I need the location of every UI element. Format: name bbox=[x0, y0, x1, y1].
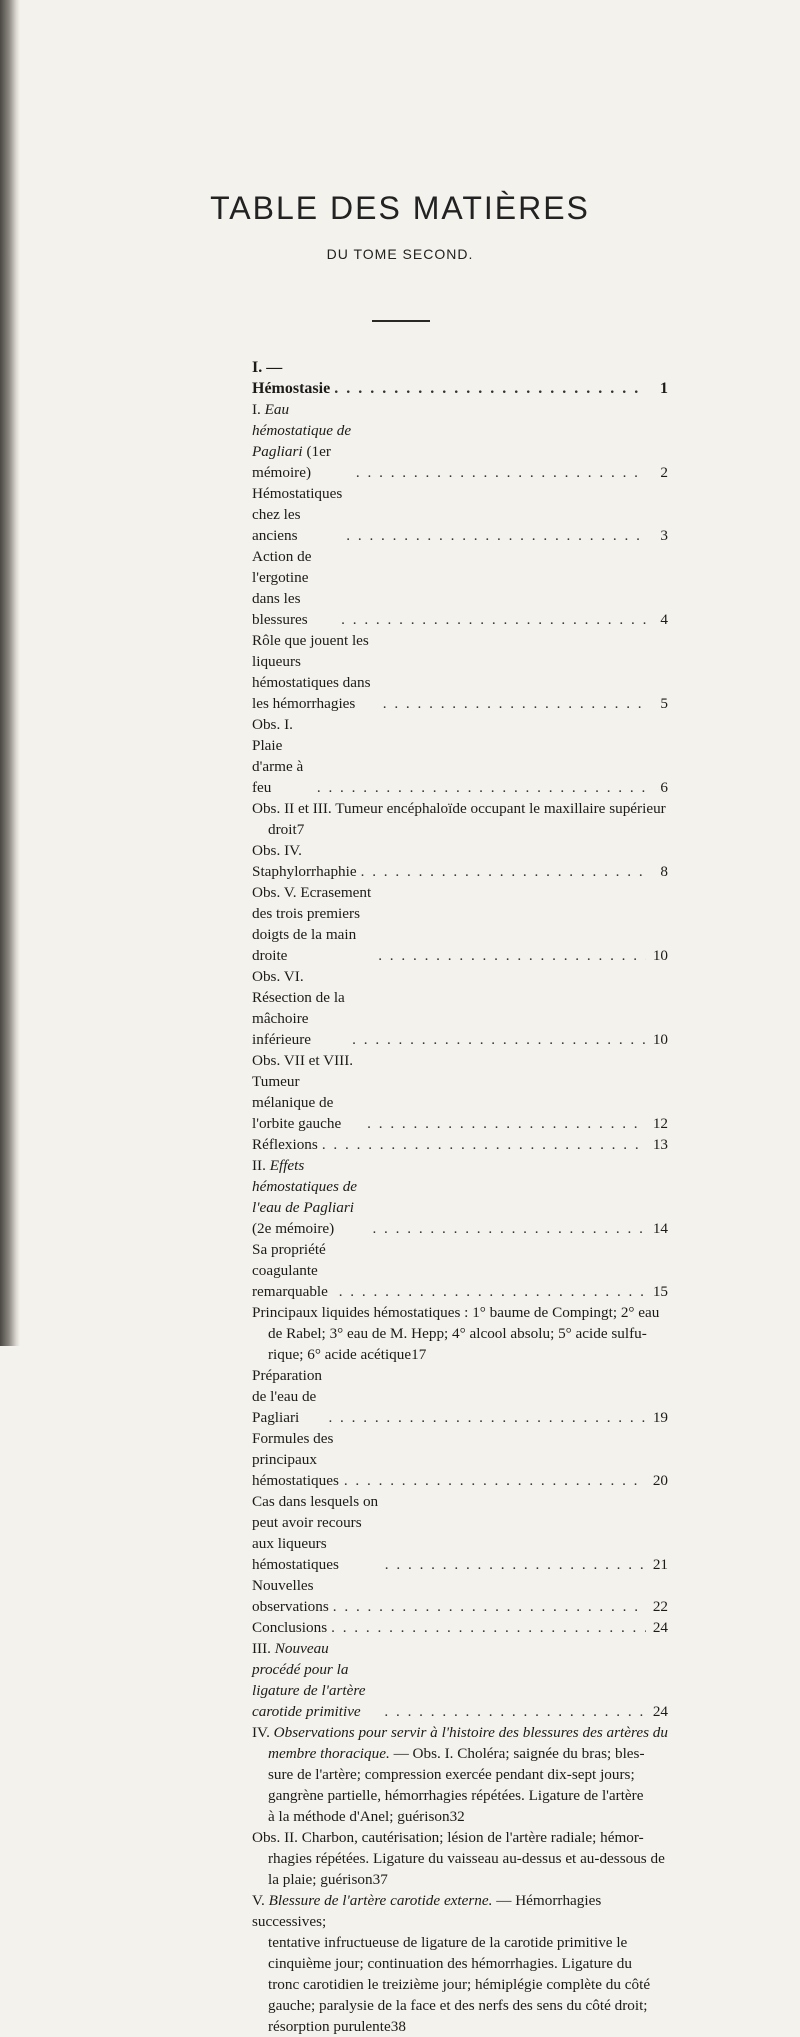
toc-entry[interactable] bbox=[252, 798, 668, 840]
dot-leader bbox=[333, 1596, 646, 1617]
toc-entry-text-continued: de Rabel; 3° eau de M. Hepp; 4° alcool absolu; 5° acide sulfu- bbox=[268, 1325, 647, 1342]
toc-entry-note: (2e mémoire) bbox=[252, 1220, 335, 1237]
toc-entry[interactable] bbox=[252, 1827, 668, 1890]
toc-page-number: 13 bbox=[652, 1136, 668, 1153]
toc-page-number: 20 bbox=[652, 1472, 668, 1489]
dot-leader bbox=[344, 1470, 646, 1491]
dot-leader bbox=[346, 525, 646, 546]
toc-entry-text: Obs. II. Charbon, cautérisation; lésion de l'artère radiale; hémor- bbox=[252, 1829, 644, 1846]
toc-entry[interactable] bbox=[252, 1365, 668, 1428]
toc-entry-title: Observations pour servir à l'histoire des blessures des artères du bbox=[273, 1724, 668, 1741]
toc-entry-number: III. bbox=[252, 1640, 271, 1657]
toc-entry-text: Obs. V. Ecrasement des trois premiers doigts de la main droite bbox=[252, 884, 372, 964]
toc-entry-text: — Hémorrhagies successives; bbox=[252, 1892, 602, 1930]
toc-entry-title: Eau hémostatique de Pagliari bbox=[252, 401, 352, 460]
dot-leader bbox=[341, 609, 646, 630]
toc-entry-text: Sa propriété coagulante remarquable bbox=[252, 1241, 328, 1300]
toc-page-number: 24 bbox=[652, 1703, 668, 1720]
toc-page-number: 4 bbox=[660, 611, 668, 628]
dot-leader bbox=[361, 861, 646, 882]
dot-leader bbox=[331, 1617, 646, 1638]
toc-entry-text-continued: tentative infructueuse de ligature de la carotide primitive le bbox=[268, 1934, 628, 1951]
toc-page-number: 19 bbox=[652, 1409, 668, 1426]
page-subtitle: DU TOME SECOND. bbox=[326, 246, 474, 262]
toc-page-number: 6 bbox=[660, 779, 668, 796]
title-divider bbox=[372, 320, 430, 322]
toc-entry-title: Nouveau procédé pour la ligature de l'artère carotide primitive bbox=[252, 1640, 366, 1720]
toc-page-number: 38 bbox=[390, 2018, 406, 2035]
toc-page-number: 10 bbox=[652, 947, 668, 964]
page-title: TABLE DES MATIÈRES bbox=[210, 190, 590, 226]
toc-entry-text: Obs. I. Plaie d'arme à feu bbox=[252, 716, 304, 796]
toc-entry-text-continued: à la méthode d'Anel; guérison bbox=[268, 1808, 450, 1825]
toc-page-number: 32 bbox=[449, 1808, 465, 1825]
dot-leader bbox=[356, 462, 646, 483]
toc-page-number: 3 bbox=[660, 527, 668, 544]
toc-entry-text: Réflexions bbox=[252, 1136, 318, 1153]
toc-page-number: 1 bbox=[660, 380, 668, 397]
toc-entry[interactable] bbox=[252, 1050, 668, 1134]
dot-leader bbox=[352, 1029, 646, 1050]
toc-entry-text: Nouvelles observations bbox=[252, 1577, 329, 1615]
dot-leader bbox=[383, 693, 646, 714]
toc-entry[interactable] bbox=[252, 1722, 668, 1827]
toc-page-number: 24 bbox=[652, 1619, 668, 1636]
toc-page-number: 21 bbox=[652, 1556, 668, 1573]
dot-leader bbox=[322, 1134, 646, 1155]
toc-entry[interactable] bbox=[252, 1638, 668, 1722]
toc-entry[interactable] bbox=[252, 546, 668, 630]
toc-entry-number: V. bbox=[252, 1892, 265, 1909]
dot-leader bbox=[385, 1554, 646, 1575]
toc-entry-text-continued: rique; 6° acide acétique bbox=[268, 1346, 412, 1363]
toc-entry[interactable] bbox=[252, 630, 668, 714]
dot-leader bbox=[334, 378, 646, 399]
toc-entry[interactable] bbox=[252, 1239, 668, 1302]
toc-entry-number: I. bbox=[252, 401, 261, 418]
toc-entry-text: I. — Hémostasie bbox=[252, 359, 331, 397]
toc-entry-number: II. bbox=[252, 1157, 266, 1174]
toc-entry-text-continued: droit bbox=[268, 821, 297, 838]
dot-leader bbox=[339, 1281, 646, 1302]
toc-entry-text: Obs. VI. Résection de la mâchoire inférieure bbox=[252, 968, 345, 1048]
toc-page-number: 10 bbox=[652, 1031, 668, 1048]
toc-entry-text-continued: rhagies répétées. Ligature du vaisseau au-dessus et au-dessous de bbox=[268, 1850, 665, 1867]
toc-page-number: 15 bbox=[652, 1283, 668, 1300]
toc-entry[interactable] bbox=[252, 1491, 668, 1575]
toc-entry-title: Blessure de l'artère carotide externe. bbox=[268, 1892, 493, 1909]
toc-entry-text: Cas dans lesquels on peut avoir recours aux liqueurs hémostatiques bbox=[252, 1493, 379, 1573]
toc-entry-text: Conclusions bbox=[252, 1619, 328, 1636]
toc-part-heading[interactable] bbox=[252, 357, 668, 399]
dot-leader bbox=[317, 777, 646, 798]
toc-entry-text-continued: sure de l'artère; compression exercée pendant dix-sept jours; bbox=[268, 1766, 635, 1783]
table-of-contents bbox=[252, 357, 668, 2037]
toc-entry-text: Obs. IV. Staphylorrhaphie bbox=[252, 842, 357, 880]
toc-entry-text: Préparation de l'eau de Pagliari bbox=[252, 1367, 323, 1426]
toc-entry-text: Formules des principaux hémostatiques bbox=[252, 1430, 339, 1489]
dot-leader bbox=[328, 1407, 646, 1428]
toc-entry-text-continued: tronc carotidien le treizième jour; hémiplégie complète du côté bbox=[268, 1976, 651, 1993]
toc-entry-text-continued: gauche; paralysie de la face et des nerfs des sens du côté droit; bbox=[268, 1997, 648, 2014]
toc-entry-text: Rôle que jouent les liqueurs hémostatiques dans les hémorrhagies bbox=[252, 632, 371, 712]
dot-leader bbox=[367, 1113, 646, 1134]
dot-leader bbox=[384, 1701, 646, 1722]
toc-page-number: 8 bbox=[660, 863, 668, 880]
toc-entry-text: Obs. VII et VIII. Tumeur mélanique de l'orbite gauche bbox=[252, 1052, 354, 1132]
dot-leader bbox=[378, 945, 646, 966]
toc-entry[interactable] bbox=[252, 1890, 668, 2037]
toc-entry-note: (1er mémoire) bbox=[252, 443, 331, 481]
toc-page-number: 12 bbox=[652, 1115, 668, 1132]
toc-entry-text: — Obs. I. Choléra; saignée du bras; bles- bbox=[393, 1745, 645, 1762]
toc-entry[interactable] bbox=[252, 840, 668, 882]
toc-entry[interactable] bbox=[252, 966, 668, 1050]
toc-page-number: 17 bbox=[411, 1346, 427, 1363]
toc-entry-title: Effets hémostatiques de l'eau de Pagliari bbox=[252, 1157, 358, 1216]
toc-entry[interactable] bbox=[252, 1575, 668, 1617]
toc-entry-text-continued: gangrène partielle, hémorrhagies répétées. Ligature de l'artère bbox=[268, 1787, 644, 1804]
toc-entry[interactable] bbox=[252, 483, 668, 546]
toc-entry[interactable] bbox=[252, 1155, 668, 1239]
toc-entry[interactable] bbox=[252, 882, 668, 966]
toc-page-number: 37 bbox=[372, 1871, 388, 1888]
toc-page-number: 14 bbox=[652, 1220, 668, 1237]
toc-entry-title-continued: membre thoracique. bbox=[268, 1745, 390, 1762]
toc-page-number: 22 bbox=[652, 1598, 668, 1615]
toc-page-number: 2 bbox=[660, 464, 668, 481]
toc-entry[interactable] bbox=[252, 1302, 668, 1365]
toc-page-number: 5 bbox=[660, 695, 668, 712]
toc-entry-number: IV. bbox=[252, 1724, 270, 1741]
toc-entry-text-continued: résorption purulente bbox=[268, 2018, 391, 2035]
toc-entry[interactable] bbox=[252, 1428, 668, 1491]
toc-entry-text-continued: cinquième jour; continuation des hémorrhagies. Ligature du bbox=[268, 1955, 632, 1972]
toc-entry-text: Principaux liquides hémostatiques : 1° baume de Compingt; 2° eau bbox=[252, 1304, 660, 1321]
toc-entry-text-continued: la plaie; guérison bbox=[268, 1871, 373, 1888]
dot-leader bbox=[372, 1218, 646, 1239]
toc-entry[interactable] bbox=[252, 1617, 668, 1638]
toc-entry-text: Action de l'ergotine dans les blessures bbox=[252, 548, 312, 628]
toc-entry-text: Hémostatiques chez les anciens bbox=[252, 485, 343, 544]
toc-entry-text: Obs. II et III. Tumeur encéphaloïde occupant le maxillaire supérieur bbox=[252, 800, 666, 817]
toc-entry[interactable] bbox=[252, 1134, 668, 1155]
toc-entry[interactable] bbox=[252, 714, 668, 798]
toc-page-number: 7 bbox=[296, 821, 305, 838]
toc-entry[interactable] bbox=[252, 399, 668, 483]
